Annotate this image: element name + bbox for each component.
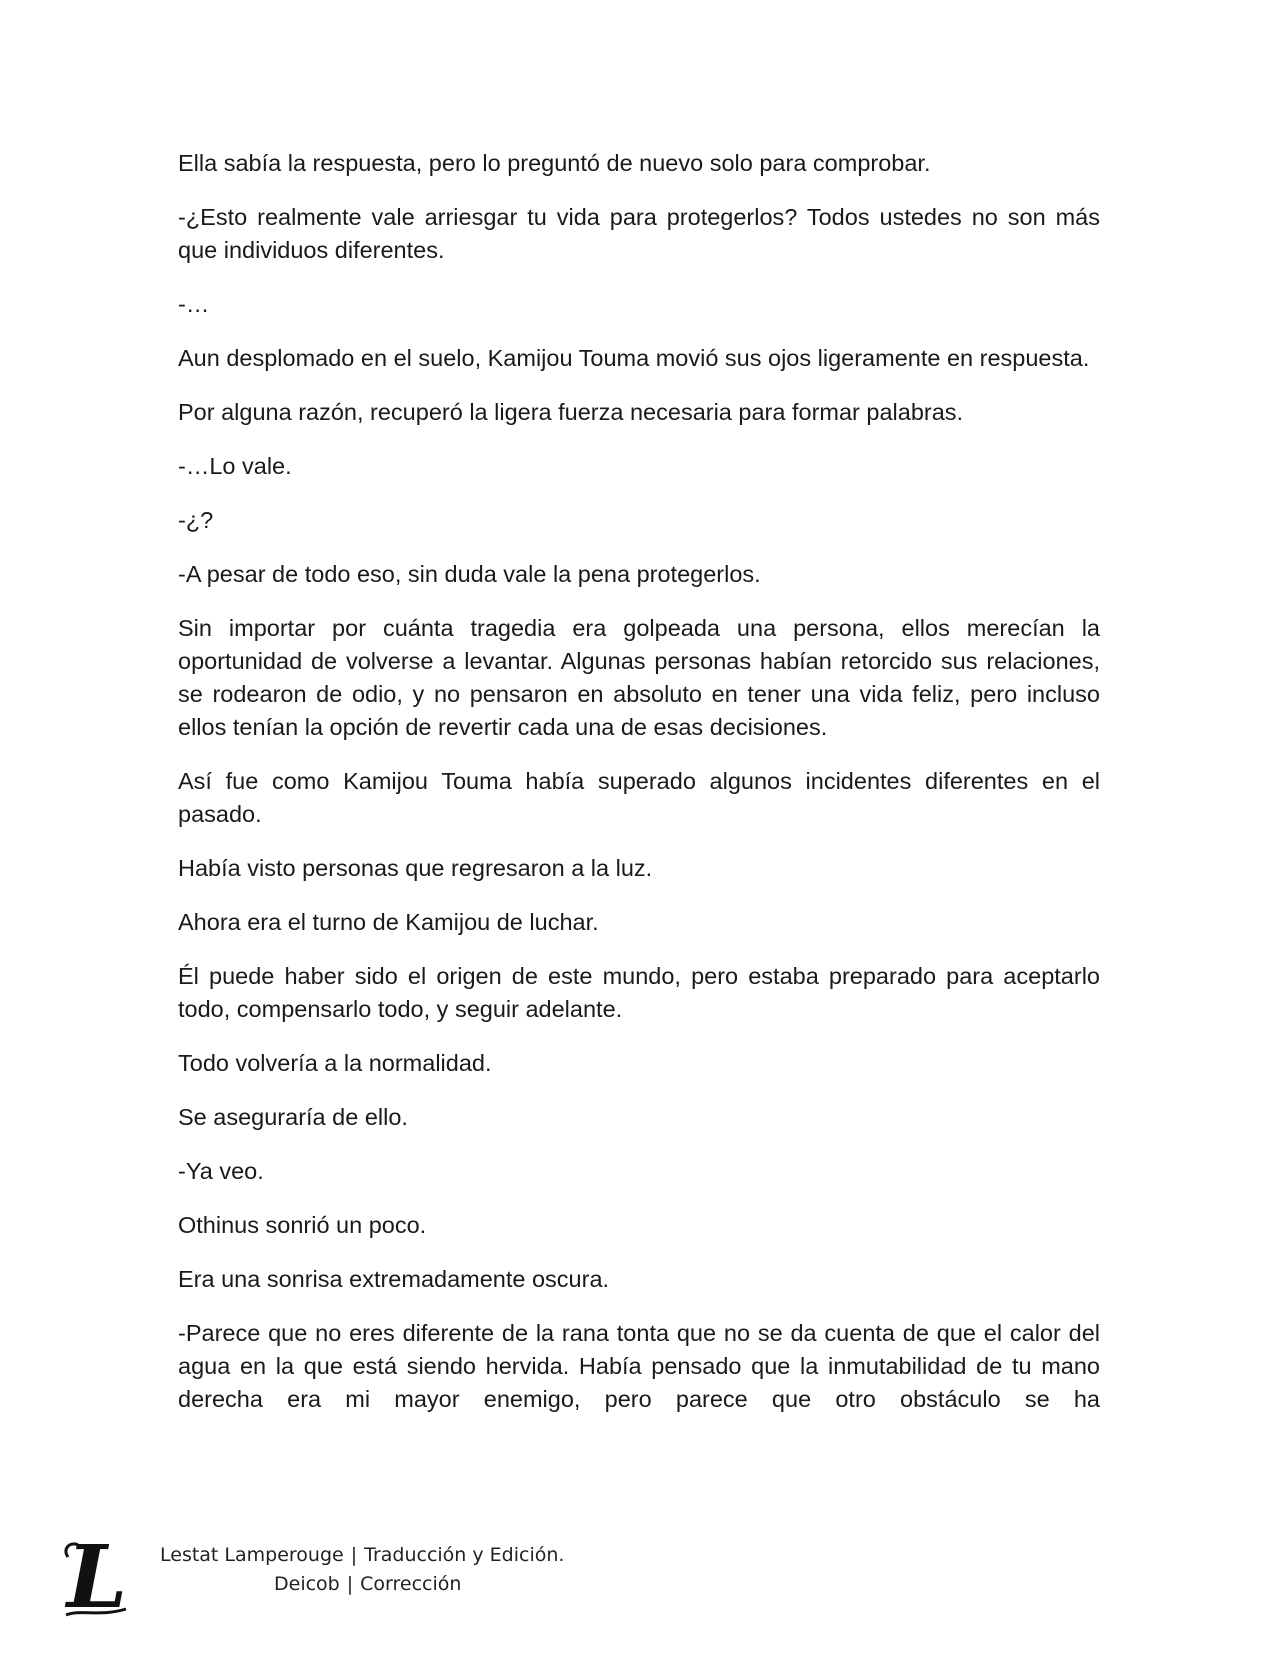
credit-role: Corrección [360,1573,462,1595]
paragraph: -…Lo vale. [178,453,292,479]
paragraph: Sin importar por cuánta tragedia era golpeada una persona, ellos merecían la oportunidad de volverse a levantar. Algunas personas habían retorcido sus relaciones, se rodearon de odio, y no pensaron en absoluto en tener una vida feliz, pero incluso ellos tenían la opción de revertir cada una de esas decisiones. [178,615,1100,740]
credit-proofreader [160,1570,564,1599]
paragraph: Ella sabía la respuesta, pero lo preguntó de nuevo solo para comprobar. [178,150,931,176]
paragraph: Había visto personas que regresaron a la luz. [178,855,653,881]
paragraph: Era una sonrisa extremadamente oscura. [178,1266,610,1292]
paragraph: Así fue como Kamijou Touma había superado algunos incidentes diferentes en el pasado. [178,768,1100,827]
paragraph: -¿Esto realmente vale arriesgar tu vida para protegerlos? Todos ustedes no son más que individuos diferentes. [178,204,1100,263]
page-footer [60,1535,620,1625]
credit-role: Traducción y Edición. [364,1544,565,1566]
logo-letter: L [66,1535,128,1619]
separator: | [346,1573,354,1595]
paragraph: -Parece que no eres diferente de la rana tonta que no se da cuenta de que el calor del agua en la que está siendo hervida. Había pensado que la inmutabilidad de tu mano derecha era mi mayor enemigo, pero parece que otro obstáculo se ha [178,1320,1100,1412]
credit-name: Lestat Lamperouge [160,1544,344,1566]
paragraph: -Ya veo. [178,1158,264,1184]
gothic-l-logo [60,1535,134,1619]
paragraph: Él puede haber sido el origen de este mundo, pero estaba preparado para aceptarlo todo, compensarlo todo, y seguir adelante. [178,963,1100,1022]
separator: | [350,1544,358,1566]
credit-translator [160,1541,564,1570]
paragraph: Othinus sonrió un poco. [178,1212,427,1238]
paragraph: -A pesar de todo eso, sin duda vale la pena protegerlos. [178,561,761,587]
paragraph: Ahora era el turno de Kamijou de luchar. [178,909,599,935]
paragraph: -… [178,291,210,317]
credits [160,1541,564,1599]
chapter-text [178,147,1100,1416]
paragraph: Se aseguraría de ello. [178,1104,408,1130]
credit-name: Deicob [274,1573,340,1595]
paragraph: Todo volvería a la normalidad. [178,1050,492,1076]
paragraph: Aun desplomado en el suelo, Kamijou Touma movió sus ojos ligeramente en respuesta. [178,345,1090,371]
paragraph: -¿? [178,507,214,533]
paragraph: Por alguna razón, recuperó la ligera fuerza necesaria para formar palabras. [178,399,964,425]
